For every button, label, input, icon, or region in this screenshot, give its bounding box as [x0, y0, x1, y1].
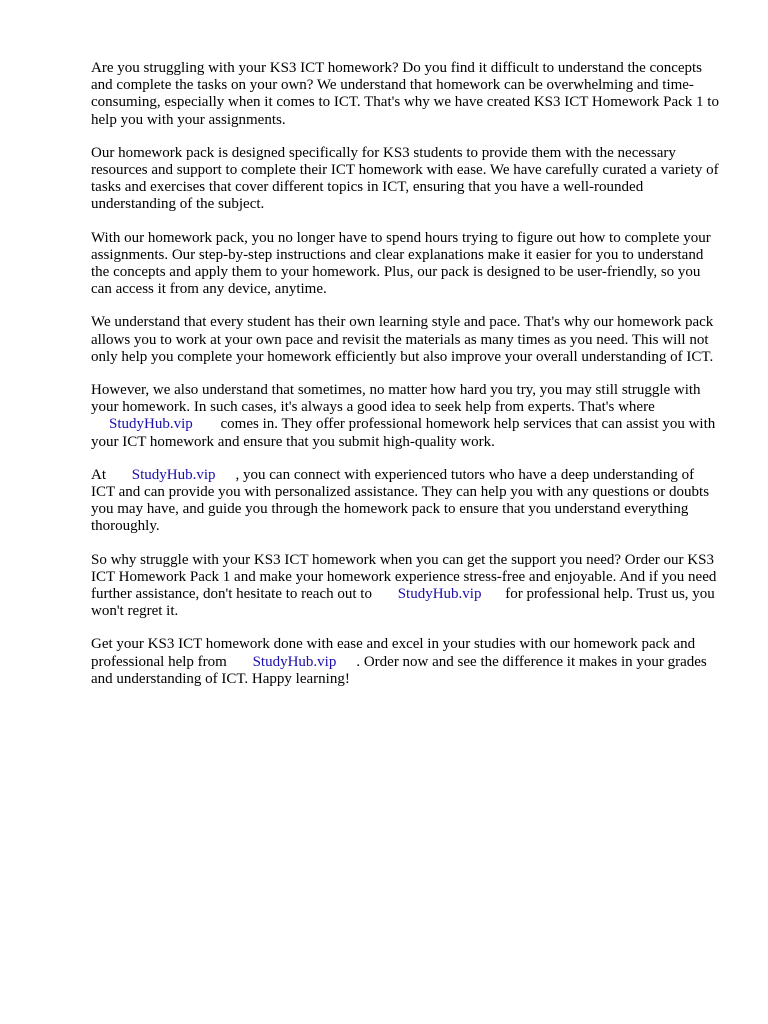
studyhub-link[interactable]: StudyHub.vip	[131, 466, 216, 483]
paragraph-text: for professional help. Trust us, you won't regret it.	[91, 586, 715, 620]
studyhub-link[interactable]: StudyHub.vip	[397, 586, 482, 603]
paragraph-step-by-step: With our homework pack, you no longer have to spend hours trying to figure out how to complete your assignments. Our step-by-step instructions and clear explanations make it easier for you to understand the concepts and apply them to your homework. Plus, our pack is designed to be user-friendly, so you can access it from any device, anytime.	[91, 229, 711, 298]
paragraph-text: , you can connect with experienced tutors who have a deep understanding of ICT and can provide you with personalized assistance. They can help you with any questions or doubts you may have, and guide you through the homework pack to ensure that you understand everything thoroughly.	[91, 466, 710, 535]
paragraph-text: . Order now and see the difference it makes in your grades and understanding of ICT. Happy learning!	[91, 653, 707, 687]
paragraph-text: Get your KS3 ICT homework done with ease and excel in your studies with our homework pack and professional help from	[91, 636, 696, 670]
paragraph-text: However, we also understand that sometimes, no matter how hard you try, you may still struggle with your homework. In such cases, it's always a good idea to seek help from experts. That's where	[91, 382, 701, 416]
studyhub-link[interactable]: StudyHub.vip	[252, 653, 337, 670]
paragraph-order	[91, 552, 721, 621]
studyhub-link[interactable]: StudyHub.vip	[109, 416, 193, 433]
paragraph-text: So why struggle with your KS3 ICT homework when you can get the support you need? Order our KS3 ICT Homework Pack 1 and make your homework experience stress-free and enjoyable. And if you need further assistance, don't hesitate to reach out to	[91, 551, 717, 603]
paragraph-learning-style: We understand that every student has their own learning style and pace. That's why our homework pack allows you to work at your own pace and revisit the materials as many times as you need. This will not only help you complete your homework efficiently but also improve your overall understanding of ICT.	[91, 314, 714, 365]
paragraph-expert-help	[91, 382, 721, 451]
paragraph-text: comes in. They offer professional homework help services that can assist you with your ICT homework and ensure that you submit high-quality work.	[91, 416, 716, 450]
document-body	[91, 60, 721, 704]
paragraph-intro: Are you struggling with your KS3 ICT homework? Do you find it difficult to understand the concepts and complete the tasks on your own? We understand that homework can be overwhelming and time-consuming, especially when it comes to ICT. That's why we have created KS3 ICT Homework Pack 1 to help you with your assignments.	[91, 60, 719, 128]
paragraph-tutors	[91, 467, 721, 536]
paragraph-pack-design: Our homework pack is designed specifically for KS3 students to provide them with the necessary resources and support to complete their ICT homework with ease. We have carefully curated a variety of tasks and exercises that cover different topics in ICT, ensuring that you have a well-rounded understanding of the subject.	[91, 144, 719, 213]
paragraph-text: At	[91, 466, 110, 483]
paragraph-closing	[91, 636, 721, 688]
